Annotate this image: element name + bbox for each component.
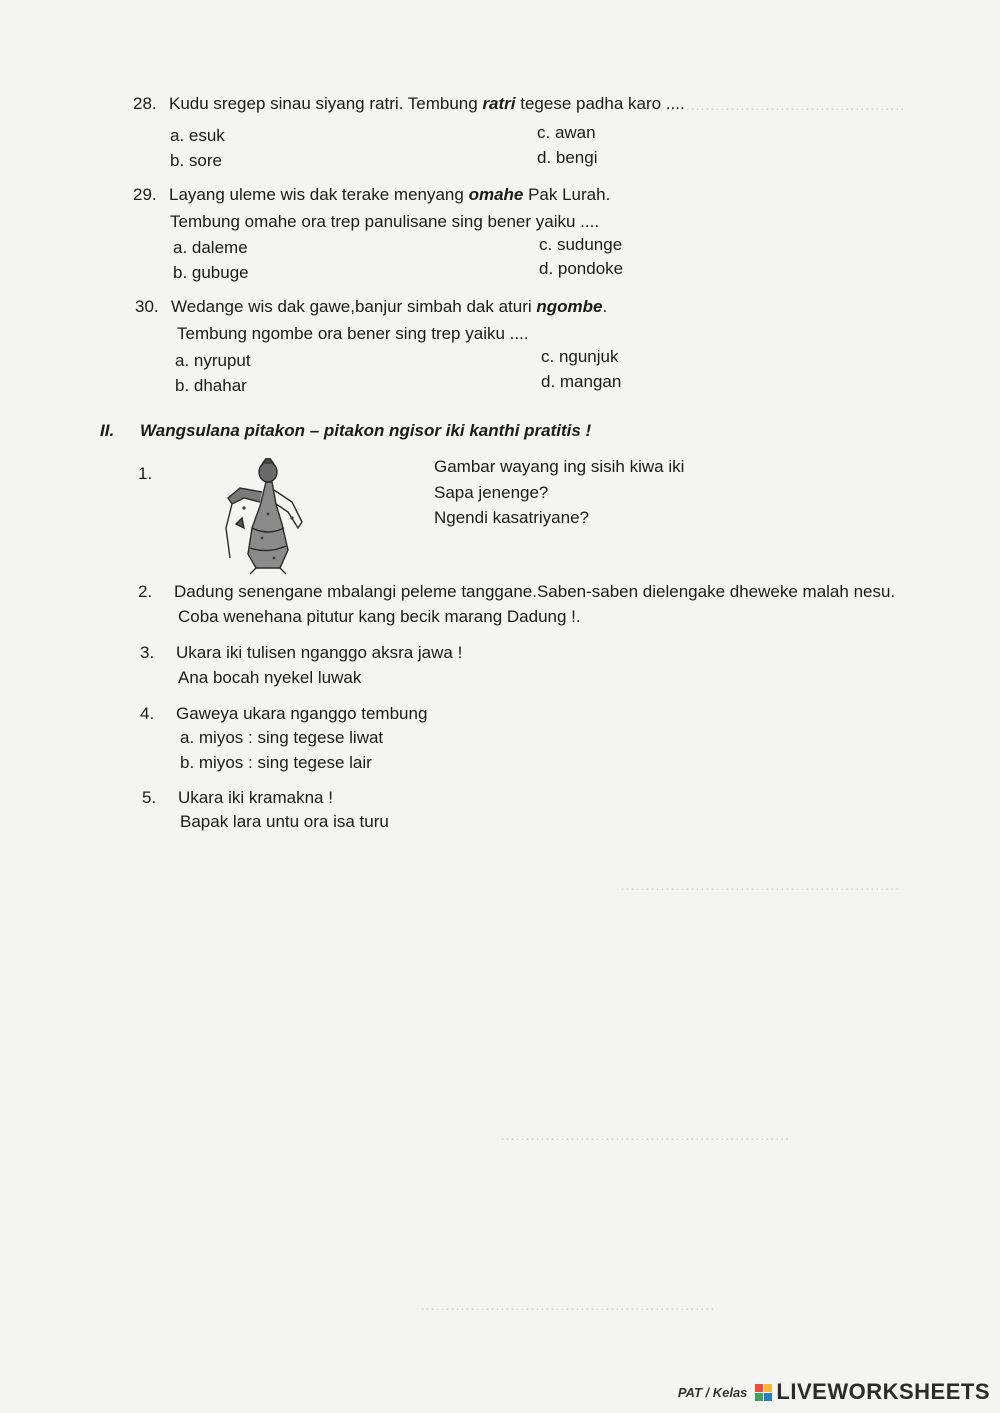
question-keyword: ratri: [482, 94, 516, 113]
question-29: [133, 183, 610, 207]
question-keyword: omahe: [468, 185, 524, 204]
page-footer: [678, 1379, 990, 1405]
essay-text: Ukara iki tulisen nganggo aksra jawa !: [176, 643, 463, 662]
essay-2-line2: Coba wenehana pitutur kang becik marang Dadung !.: [178, 607, 581, 626]
question-30: [135, 295, 607, 319]
essay-3: [140, 641, 462, 665]
question-number: 5.: [142, 788, 157, 807]
question-number: 4.: [140, 704, 155, 723]
question-stem: Layang uleme wis dak terake menyang: [169, 185, 469, 204]
option-c[interactable]: c. awan: [537, 123, 596, 142]
question-number: 2.: [138, 582, 153, 601]
question-stem: Kudu sregep sinau siyang ratri. Tembung: [169, 94, 483, 113]
option-b[interactable]: b. sore: [170, 151, 222, 170]
option-a[interactable]: a. daleme: [173, 238, 248, 257]
essay-4: [140, 702, 427, 726]
question-stem-end: Pak Lurah.: [523, 185, 611, 204]
essay-text: Gaweya ukara nganggo tembung: [176, 704, 428, 723]
question-number: 3.: [140, 643, 155, 662]
liveworksheets-logo: [755, 1379, 990, 1405]
essay-1-line: Gambar wayang ing sisih kiwa iki: [434, 457, 685, 476]
option-d[interactable]: d. mangan: [541, 372, 622, 391]
question-30-line2: Tembung ngombe ora bener sing trep yaiku ....: [177, 324, 529, 343]
question-number: 29.: [133, 185, 157, 204]
essay-4-line3: b. miyos : sing tegese lair: [180, 753, 372, 772]
footer-label: PAT / Kelas: [677, 1384, 748, 1400]
bleed-through-text: ·····················································: [640, 100, 905, 117]
essay-5-line2: Bapak lara untu ora isa turu: [180, 812, 389, 831]
essay-text: Dadung senengane mbalangi peleme tanggane.Saben-saben dielengake dheweke malah nesu.: [174, 582, 896, 601]
option-b[interactable]: b. gubuge: [173, 263, 249, 282]
question-keyword: ngombe: [536, 297, 603, 316]
question-29-line2: Tembung omahe ora trep panulisane sing bener yaiku ....: [170, 212, 600, 231]
essay-5: [142, 786, 333, 810]
option-a[interactable]: a. esuk: [170, 126, 225, 145]
option-a[interactable]: a. nyruput: [175, 351, 251, 370]
bleed-through-text: ························································: [620, 880, 900, 897]
option-b[interactable]: b. dhahar: [175, 376, 247, 395]
question-number: 28.: [133, 94, 157, 113]
section-title: Wangsulana pitakon – pitakon ngisor iki kanthi pratitis !: [140, 421, 592, 440]
question-stem: Wedange wis dak gawe,banjur simbah dak aturi: [171, 297, 537, 316]
essay-1-line: Ngendi kasatriyane?: [434, 508, 589, 527]
option-d[interactable]: d. bengi: [537, 148, 598, 167]
question-stem-end: .: [602, 297, 608, 316]
essay-3-line2: Ana bocah nyekel luwak: [178, 668, 362, 687]
bleed-through-text: ··························································: [500, 1130, 790, 1147]
question-stem-end: tegese padha karo ....: [515, 94, 685, 113]
option-c[interactable]: c. sudunge: [539, 235, 623, 254]
section-number: II.: [100, 421, 115, 440]
essay-1-number: 1.: [138, 464, 153, 483]
bleed-through-text: ···························································: [420, 1300, 715, 1317]
wayang-puppet-icon: [222, 458, 314, 576]
option-d[interactable]: d. pondoke: [539, 259, 624, 278]
logo-squares-icon: [755, 1384, 772, 1401]
essay-text: Ukara iki kramakna !: [178, 788, 333, 807]
question-28: [133, 92, 685, 116]
section-heading: [100, 421, 591, 441]
essay-2: [138, 580, 895, 604]
option-c[interactable]: c. ngunjuk: [541, 347, 619, 366]
essay-1-line: Sapa jenenge?: [434, 483, 549, 502]
logo-text: LIVEWORKSHEETS: [776, 1379, 990, 1404]
essay-4-line2: a. miyos : sing tegese liwat: [180, 728, 384, 747]
question-number: 30.: [135, 297, 159, 316]
